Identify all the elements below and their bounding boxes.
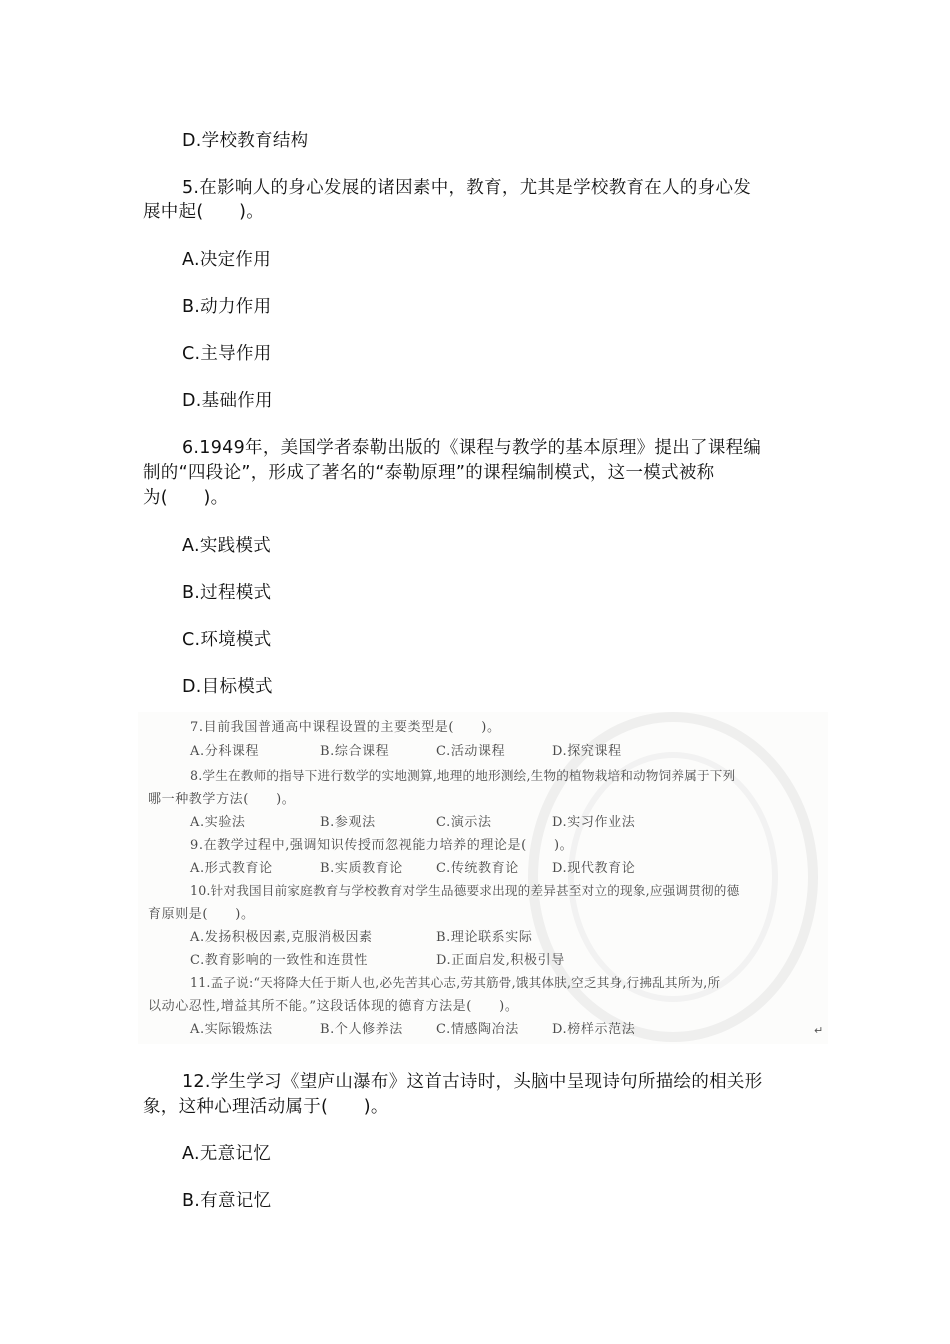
- q7-question: 7.目前我国普通高中课程设置的主要类型是( )。: [190, 720, 501, 735]
- q7-option-d: D.探究课程: [552, 744, 622, 759]
- q4-option-d: D.学校教育结构: [182, 131, 309, 151]
- q8-option-c: C.演示法: [436, 815, 492, 830]
- q10-option-b: B.理论联系实际: [436, 930, 533, 945]
- q6-option-c: C.环境模式: [182, 630, 272, 650]
- q11-option-d: D.榜样示范法: [552, 1022, 636, 1037]
- q7-option-b: B.综合课程: [320, 744, 390, 759]
- q6-question-line1: 6.1949年，美国学者泰勒出版的《课程与教学的基本原理》提出了课程编: [182, 438, 762, 458]
- q10-question-line1: 10.针对我国目前家庭教育与学校教育对学生品德要求出现的差异甚至对立的现象,应强调贯彻的德: [190, 883, 740, 898]
- q12-option-b: B.有意记忆: [182, 1191, 272, 1211]
- q9-option-d: D.现代教育论: [552, 861, 636, 876]
- q9-question: 9.在教学过程中,强调知识传授而忽视能力培养的理论是( )。: [190, 838, 574, 853]
- q5-option-d: D.基础作用: [182, 391, 273, 411]
- q11-option-b: B.个人修养法: [320, 1022, 403, 1037]
- q7-option-c: C.活动课程: [436, 744, 506, 759]
- q10-option-c: C.教育影响的一致性和连贯性: [190, 953, 369, 968]
- q6-option-d: D.目标模式: [182, 677, 273, 697]
- q6-option-b: B.过程模式: [182, 583, 272, 603]
- q9-option-c: C.传统教育论: [436, 861, 519, 876]
- q12-option-a: A.无意记忆: [182, 1144, 272, 1164]
- q8-option-a: A.实验法: [190, 815, 246, 830]
- q10-question-line2: 育原则是( )。: [148, 907, 255, 922]
- q5-question-line1: 5.在影响人的身心发展的诸因素中，教育，尤其是学校教育在人的身心发: [182, 178, 752, 198]
- q5-option-b: B.动力作用: [182, 297, 272, 317]
- q8-question-line2: 哪一种教学方法( )。: [148, 792, 296, 807]
- stamp-watermark-inner: [568, 752, 778, 1002]
- q5-question-line2: 展中起( )。: [143, 202, 265, 222]
- q12-question-line2: 象，这种心理活动属于( )。: [143, 1097, 389, 1117]
- q11-option-a: A.实际锻炼法: [190, 1022, 273, 1037]
- q6-question-line2: 制的“四段论”，形成了著名的“泰勒原理”的课程编制模式，这一模式被称: [143, 463, 715, 483]
- q9-option-b: B.实质教育论: [320, 861, 403, 876]
- q12-question-line1: 12.学生学习《望庐山瀑布》这首古诗时，头脑中呈现诗句所描绘的相关形: [182, 1072, 763, 1092]
- scanned-question-image: [138, 712, 828, 1044]
- q10-option-d: D.正面启发,积极引导: [436, 953, 565, 968]
- q11-question-line2: 以动心忍性,增益其所不能。”这段话体现的德育方法是( )。: [148, 999, 519, 1014]
- q8-option-b: B.参观法: [320, 815, 376, 830]
- q5-option-a: A.决定作用: [182, 250, 272, 270]
- q5-option-c: C.主导作用: [182, 344, 272, 364]
- return-mark-icon: ↵: [814, 1024, 824, 1037]
- q7-option-a: A.分科课程: [190, 744, 260, 759]
- q8-option-d: D.实习作业法: [552, 815, 636, 830]
- q6-option-a: A.实践模式: [182, 536, 272, 556]
- q10-option-a: A.发扬积极因素,克服消极因素: [190, 930, 373, 945]
- q11-question-line1: 11.孟子说:“天将降大任于斯人也,必先苦其心志,劳其筋骨,饿其体肤,空乏其身,行拂乱其所为,所: [190, 975, 721, 990]
- q9-option-a: A.形式教育论: [190, 861, 273, 876]
- q11-option-c: C.情感陶冶法: [436, 1022, 519, 1037]
- q8-question-line1: 8.学生在教师的指导下进行数学的实地测算,地理的地形测绘,生物的植物栽培和动物饲养属于下列: [190, 768, 736, 783]
- q6-question-line3: 为( )。: [143, 488, 229, 508]
